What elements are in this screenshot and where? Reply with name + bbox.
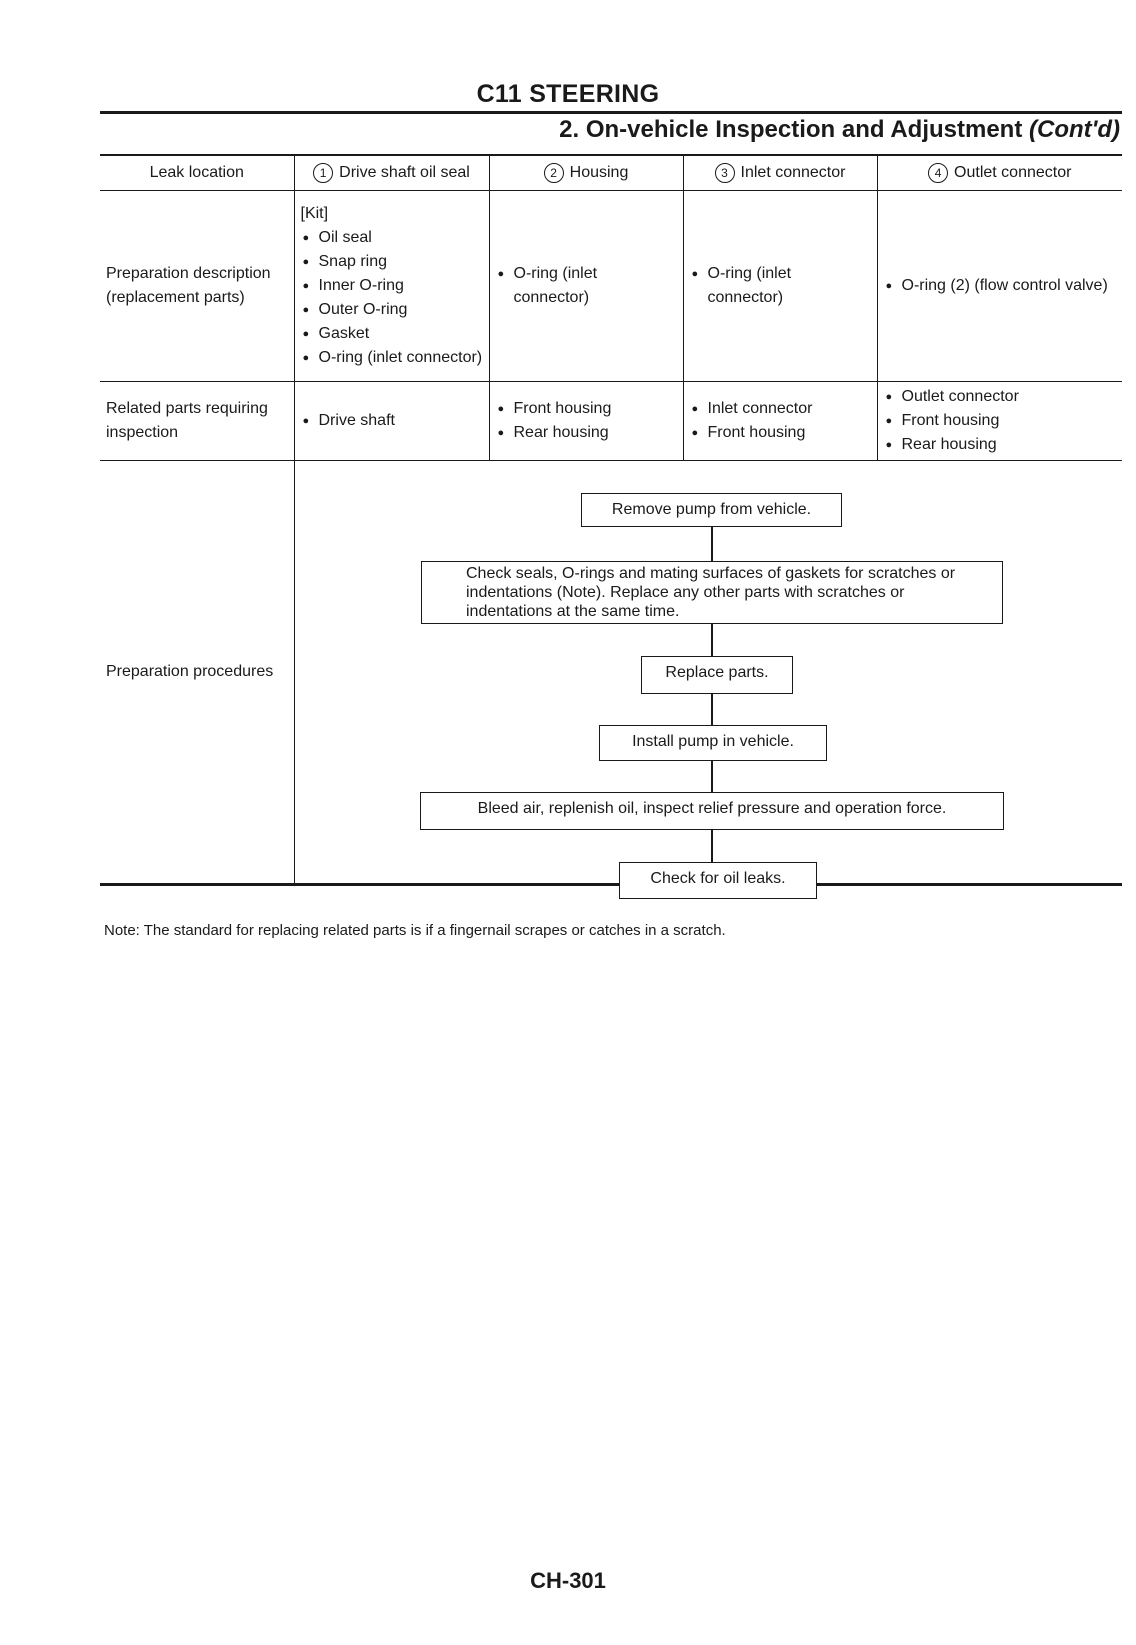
circled-number-icon: 2 <box>544 163 564 183</box>
table-header-row <box>100 155 1122 191</box>
table-row <box>100 461 1122 885</box>
header-leak-location: Leak location <box>100 155 294 191</box>
list-item: ● O-ring (2) (flow control valve) <box>884 274 1117 298</box>
flow-step-install-pump: Install pump in vehicle. <box>599 725 827 761</box>
header-drive-shaft-oil-seal: 1 Drive shaft oil seal <box>294 155 489 191</box>
table-row <box>100 382 1122 461</box>
circled-number-icon: 1 <box>313 163 333 183</box>
prep-housing-cell <box>489 191 683 382</box>
kit-label: [Kit] <box>300 205 329 222</box>
related-outlet-cell <box>877 382 1122 461</box>
procedures-label: Preparation procedures <box>100 461 294 885</box>
prep-drive-shaft-cell <box>294 191 489 382</box>
list-item: ● Gasket <box>301 322 483 346</box>
footnote: Note: The standard for replacing related parts is if a fingernail scrapes or catches in a scratch. <box>104 922 726 939</box>
list-item: ● Outlet connector <box>884 385 1117 409</box>
related-parts-label: Related parts requiring inspection <box>100 382 294 461</box>
circled-number-icon: 3 <box>715 163 735 183</box>
section-title-text: 2. On-vehicle Inspection and Adjustment <box>559 116 1023 143</box>
leak-inspection-table <box>100 154 1122 886</box>
list-item: ● Rear housing <box>884 433 1117 457</box>
procedures-flow-cell <box>294 461 1122 885</box>
list-item: ● Drive shaft <box>301 409 483 433</box>
list-item: ● Oil seal <box>301 226 483 250</box>
list-item: ● O-ring (inlet connector) <box>301 346 483 370</box>
page-number: CH-301 <box>530 1568 606 1593</box>
list-item: ● Inlet connector <box>690 397 871 421</box>
list-item: ● Front housing <box>496 397 677 421</box>
related-inlet-cell <box>683 382 877 461</box>
circled-number-icon: 4 <box>928 163 948 183</box>
related-drive-shaft-cell <box>294 382 489 461</box>
list-item: ● Outer O-ring <box>301 298 483 322</box>
header-outlet-connector: 4 Outlet connector <box>877 155 1122 191</box>
flow-step-remove-pump: Remove pump from vehicle. <box>581 493 842 527</box>
list-item: ● O-ring (inlet connector) <box>690 262 871 310</box>
flow-step-bleed-air: Bleed air, replenish oil, inspect relief pressure and operation force. <box>420 792 1004 830</box>
table-row <box>100 191 1122 382</box>
prep-outlet-cell <box>877 191 1122 382</box>
list-item: ● Inner O-ring <box>301 274 483 298</box>
flow-step-check-seals: Check seals, O-rings and mating surfaces of gaskets for scratches or indentations (Note). Replace any other parts with scratches or indentations at the same time. <box>421 561 1003 624</box>
list-item: ● Snap ring <box>301 250 483 274</box>
prep-inlet-cell <box>683 191 877 382</box>
header-housing: 2 Housing <box>489 155 683 191</box>
title-rule <box>100 111 1122 114</box>
flow-step-check-leaks: Check for oil leaks. <box>619 862 817 899</box>
section-title-suffix: (Cont'd) <box>1029 116 1120 143</box>
related-housing-cell <box>489 382 683 461</box>
list-item: ● O-ring (inlet connector) <box>496 262 677 310</box>
list-item: ● Front housing <box>884 409 1117 433</box>
header-inlet-connector: 3 Inlet connector <box>683 155 877 191</box>
list-item: ● Rear housing <box>496 421 677 445</box>
list-item: ● Front housing <box>690 421 871 445</box>
prep-description-label: Preparation description (replacement parts) <box>100 191 294 382</box>
section-title <box>559 116 1120 144</box>
flow-step-replace-parts: Replace parts. <box>641 656 793 694</box>
page-title: C11 STEERING <box>476 80 660 108</box>
